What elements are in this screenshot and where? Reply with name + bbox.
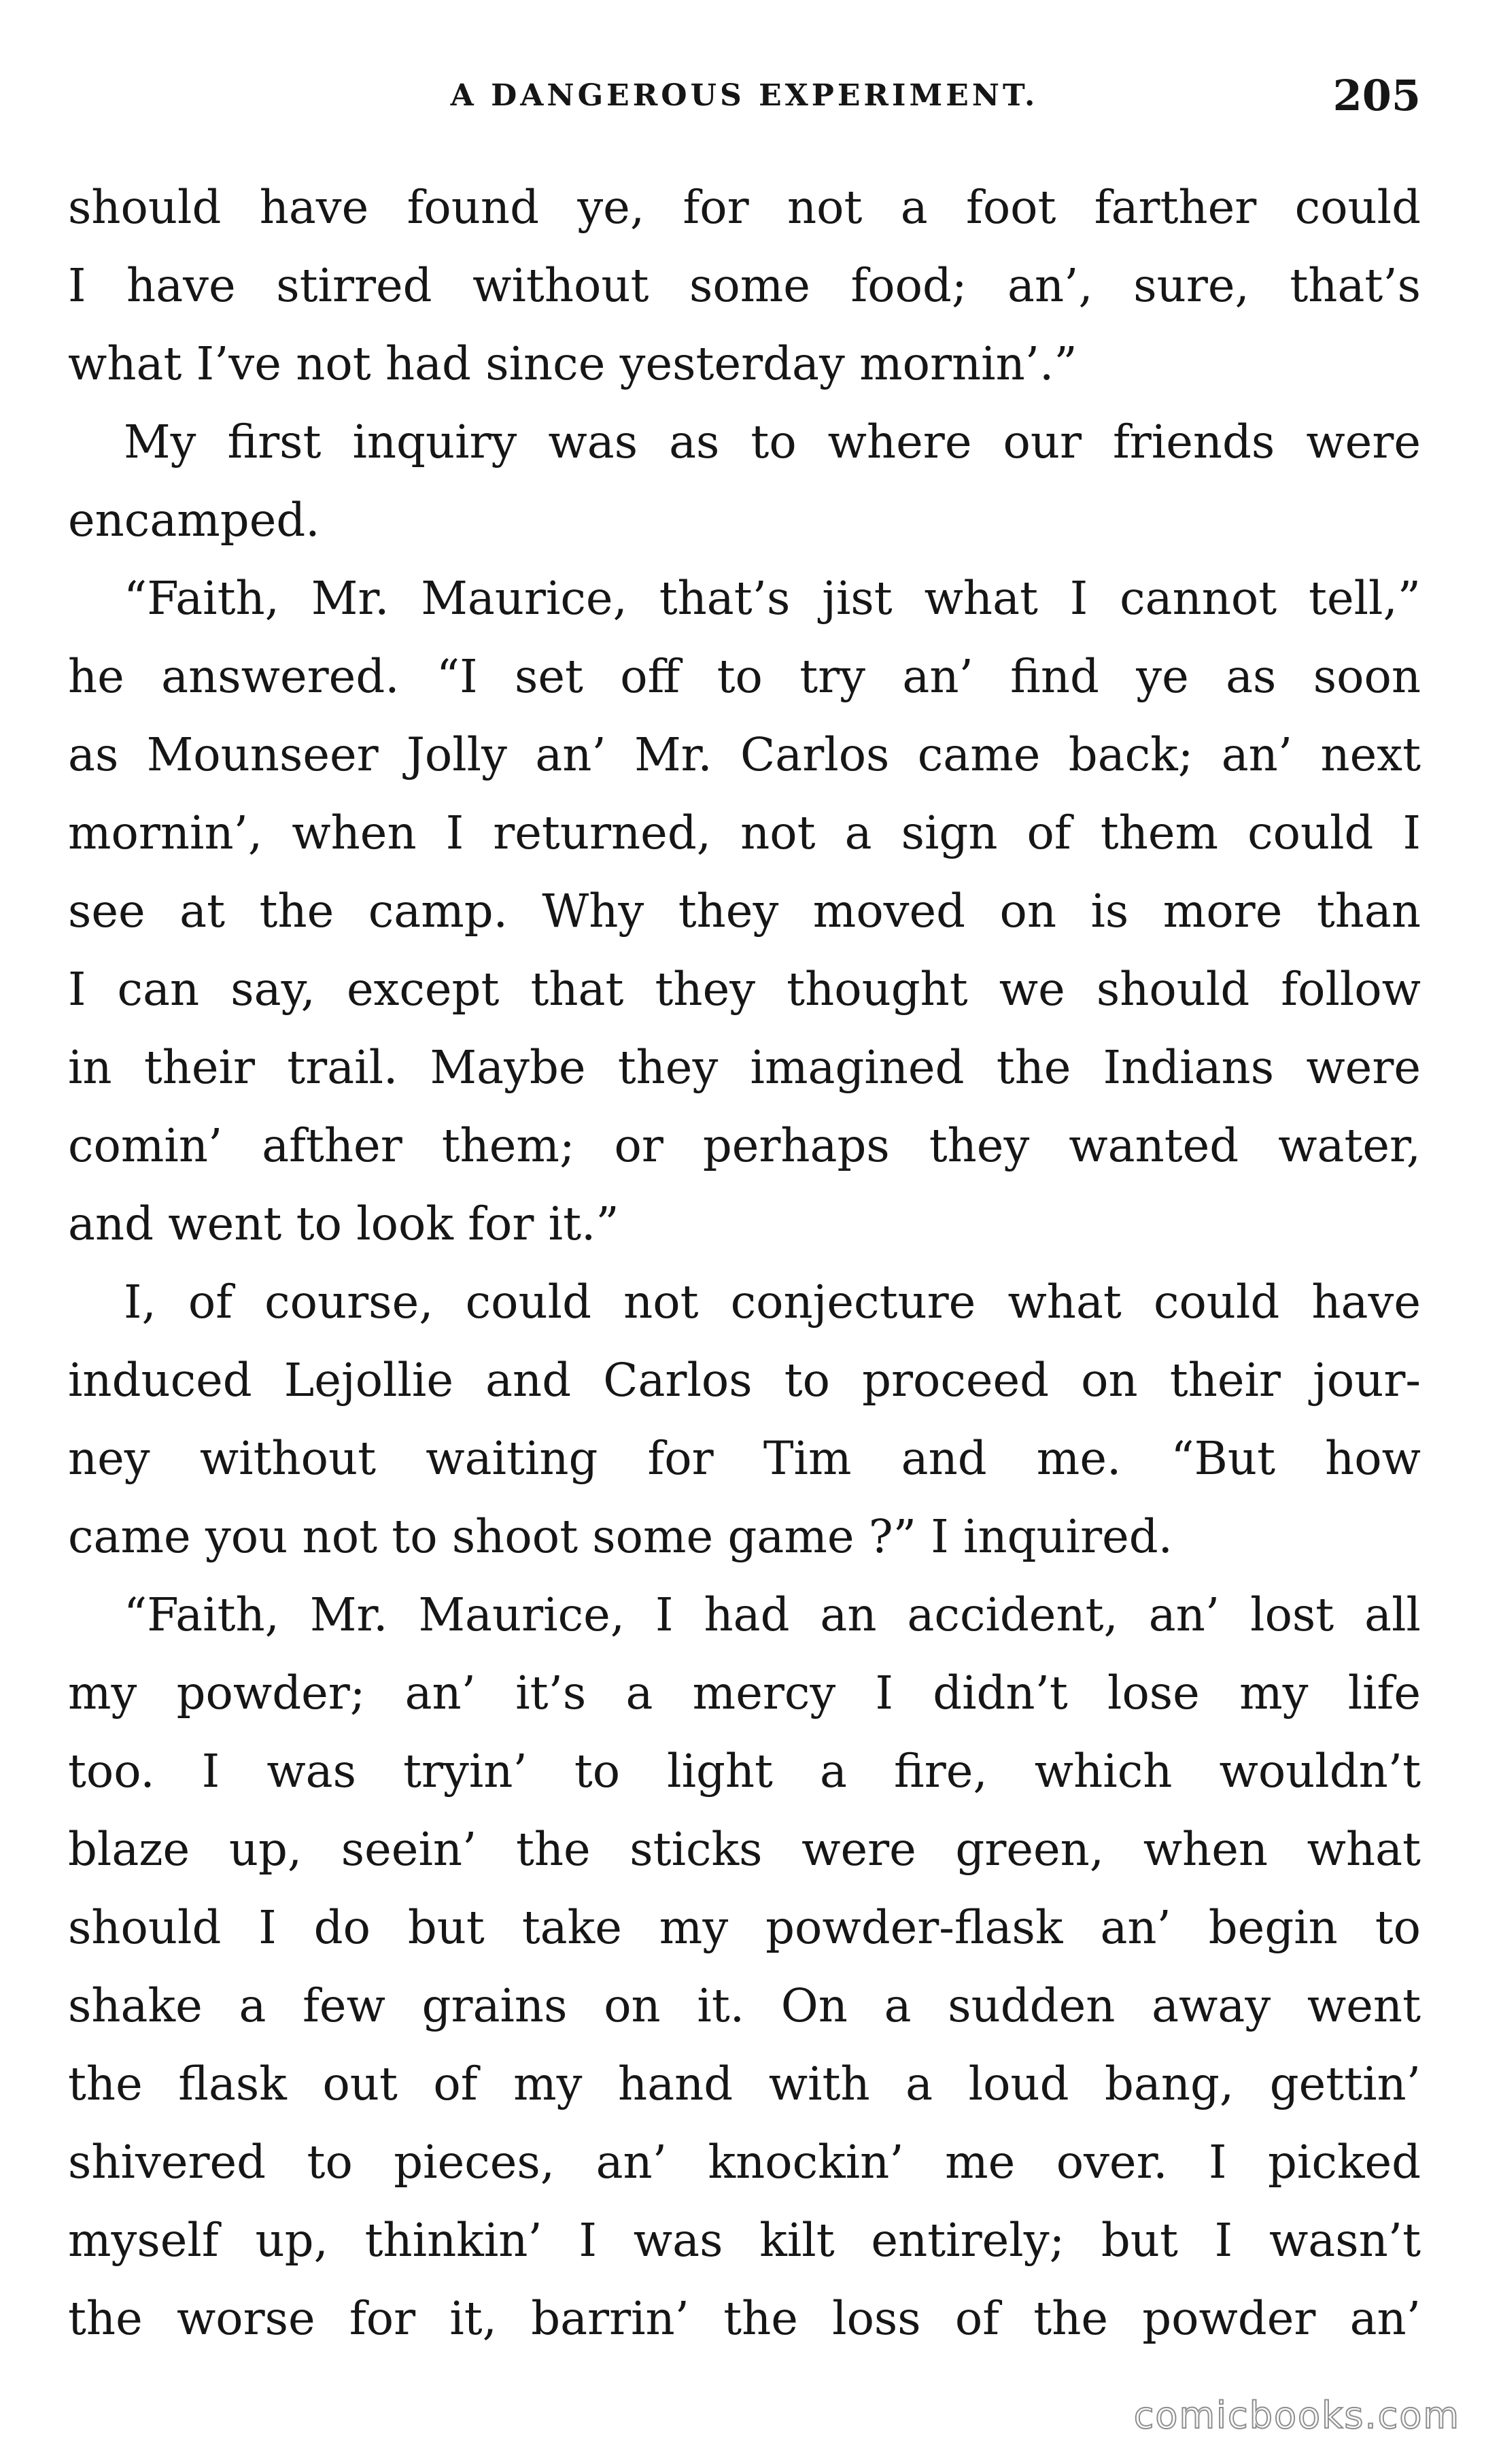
text-line: comin’ afther them; or perhaps they wanted water, — [68, 1119, 1421, 1172]
text-line: should I do but take my powder-flask an’ begin to — [68, 1901, 1421, 1954]
text-line: I, of course, could not conjecture what could have — [124, 1276, 1421, 1329]
text-line: mornin’, when I returned, not a sign of them could I — [68, 806, 1421, 859]
watermark: comicbooks.com — [1133, 2394, 1460, 2437]
text-line: see at the camp. Why they moved on is more than — [68, 885, 1421, 938]
text-line: myself up, thinkin’ I was kilt entirely; but I wasn’t — [68, 2214, 1421, 2267]
text-line: I can say, except that they thought we should follow — [68, 963, 1421, 1016]
text-line: ney without waiting for Tim and me. “But how — [68, 1432, 1421, 1485]
text-line: what I’ve not had since yesterday mornin’.” — [68, 337, 1077, 390]
page-number: 205 — [1332, 71, 1421, 120]
text-line: My first inquiry was as to where our friends were — [124, 415, 1421, 468]
text-line: and went to look for it.” — [68, 1197, 619, 1250]
text-line: blaze up, seein’ the sticks were green, when what — [68, 1823, 1421, 1876]
text-line: in their trail. Maybe they imagined the Indians were — [68, 1041, 1421, 1094]
running-title: A DANGEROUS EXPERIMENT. — [450, 78, 1039, 113]
text-line: shivered to pieces, an’ knockin’ me over. I picked — [68, 2136, 1421, 2189]
text-line: encamped. — [68, 494, 320, 547]
body-text — [68, 169, 1421, 2345]
text-line: the flask out of my hand with a loud bang, gettin’ — [68, 2057, 1421, 2110]
text-line: he answered. “I set off to try an’ find ye as soon — [68, 650, 1421, 703]
text-line: shake a few grains on it. On a sudden away went — [68, 1979, 1421, 2032]
text-line: my powder; an’ it’s a mercy I didn’t lose my life — [68, 1666, 1421, 1719]
text-line: too. I was tryin’ to light a fire, which wouldn’t — [68, 1745, 1421, 1798]
text-line: should have found ye, for not a foot farther could — [68, 181, 1421, 234]
text-line: came you not to shoot some game ?” I inquired. — [68, 1510, 1173, 1563]
text-line: as Mounseer Jolly an’ Mr. Carlos came back; an’ next — [68, 728, 1421, 781]
text-line: induced Lejollie and Carlos to proceed on their jour- — [68, 1354, 1421, 1407]
running-head — [68, 65, 1421, 126]
text-line: I have stirred without some food; an’, sure, that’s — [68, 259, 1421, 312]
text-line: the worse for it, barrin’ the loss of the powder an’ — [68, 2292, 1421, 2345]
text-line: “Faith, Mr. Maurice, that’s jist what I cannot tell,” — [124, 572, 1421, 625]
text-line: “Faith, Mr. Maurice, I had an accident, an’ lost all — [124, 1588, 1421, 1641]
